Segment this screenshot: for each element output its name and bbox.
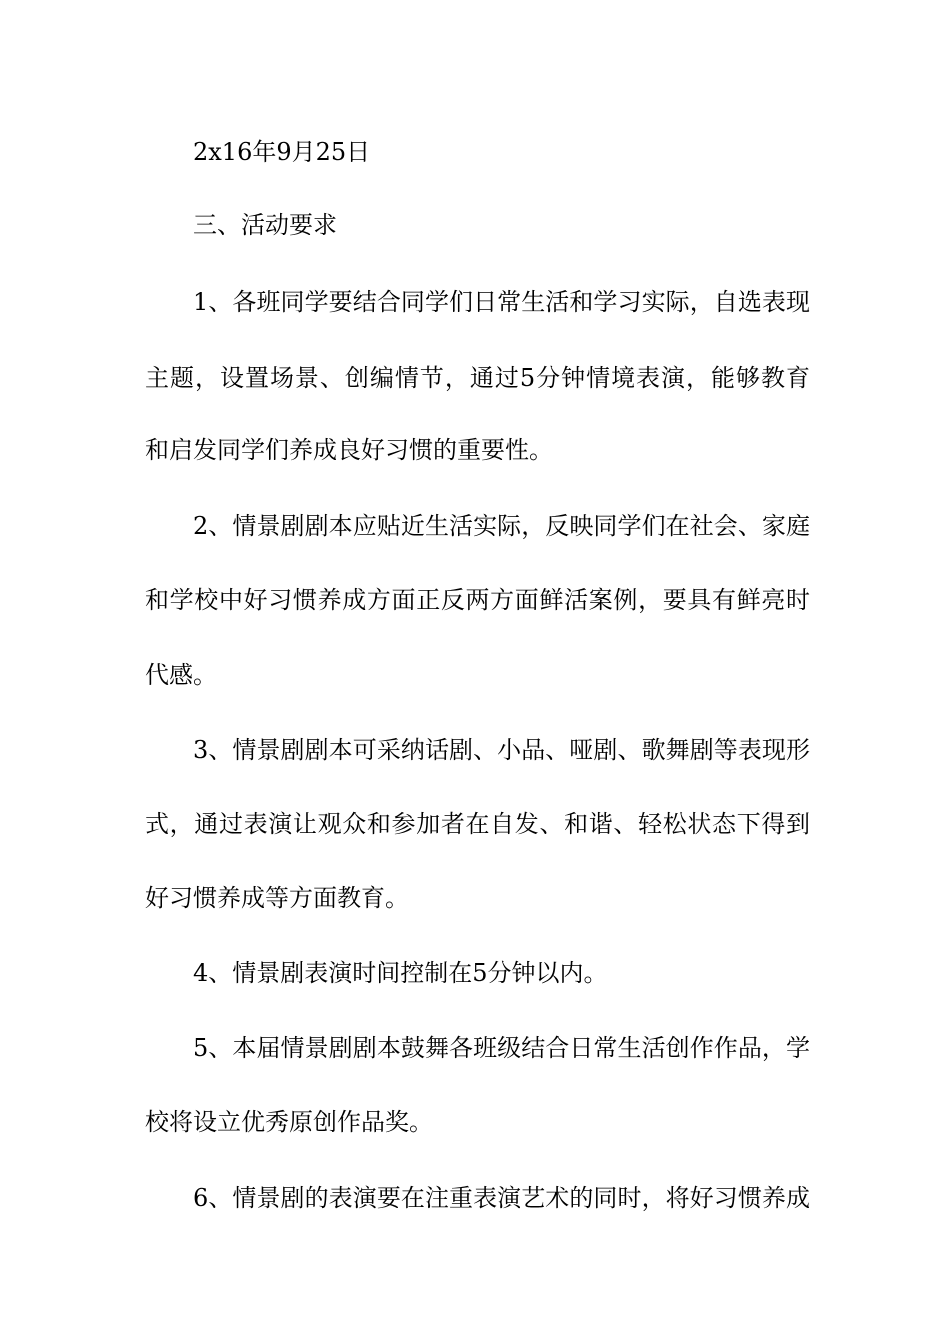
- paragraph-3-line-1: 3、情景剧剧本可采纳话剧、小品、哑剧、歌舞剧等表现形: [193, 736, 810, 764]
- paragraph-2-line-1: 2、情景剧剧本应贴近生活实际，反映同学们在社会、家庭: [193, 512, 810, 540]
- paragraph-2-line-3: 代感。: [145, 661, 217, 689]
- paragraph-3-line-3: 好习惯养成等方面教育。: [145, 884, 409, 912]
- section-heading: 三、活动要求: [193, 211, 337, 239]
- paragraph-5-line-2: 校将设立优秀原创作品奖。: [145, 1108, 433, 1136]
- paragraph-4-line-1: 4、情景剧表演时间控制在5分钟以内。: [193, 959, 608, 987]
- paragraph-1-line-2: 主题，设置场景、创编情节，通过5分钟情境表演，能够教育: [145, 364, 810, 392]
- paragraph-3-line-2: 式，通过表演让观众和参加者在自发、和谐、轻松状态下得到: [145, 810, 810, 838]
- paragraph-1-line-1: 1、各班同学要结合同学们日常生活和学习实际，自选表现: [193, 288, 810, 316]
- date-line: 2x16年9月25日: [193, 138, 371, 166]
- paragraph-6-line-1: 6、情景剧的表演要在注重表演艺术的同时，将好习惯养成: [193, 1184, 810, 1212]
- paragraph-5-line-1: 5、本届情景剧剧本鼓舞各班级结合日常生活创作作品，学: [193, 1034, 810, 1062]
- paragraph-1-line-3: 和启发同学们养成良好习惯的重要性。: [145, 436, 553, 464]
- paragraph-2-line-2: 和学校中好习惯养成方面正反两方面鲜活案例，要具有鲜亮时: [145, 586, 810, 614]
